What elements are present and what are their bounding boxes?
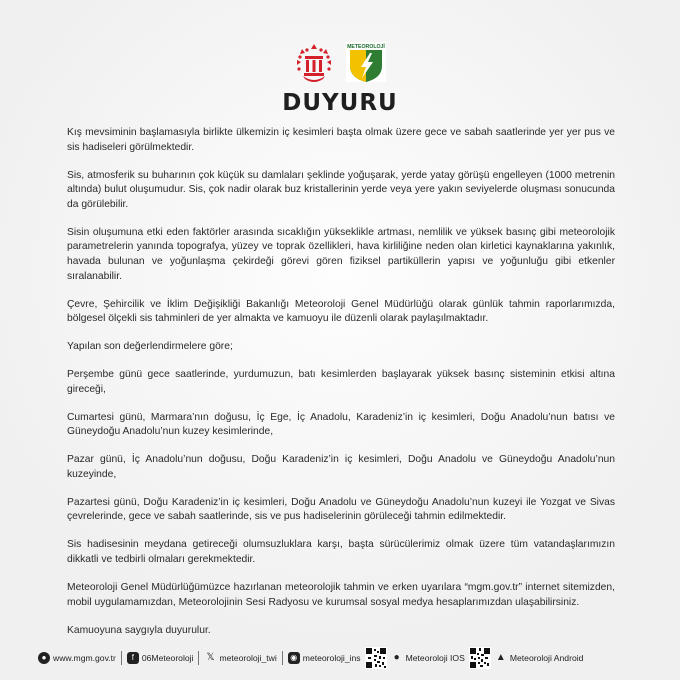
ios-qr-code[interactable] <box>365 647 387 669</box>
paragraph: Meteoroloji Genel Müdürlüğümüzce hazırlanan meteorolojik tahmin ve erken uyarılara “mgm.gov.tr” internet sitemizden, mobil uygulamamızdan, Meteorolojinin Sesi Radyosu ve kurumsal sosyal medya hesaplarımızdan ulaşabilirsiniz. <box>67 581 615 608</box>
meteoroloji-logo <box>344 40 388 84</box>
paragraph: Yapılan son değerlendirmelere göre; <box>67 341 233 353</box>
footer-divider <box>121 651 122 665</box>
page-title: DUYURU <box>282 90 398 116</box>
paragraph: Perşembe günü gece saatlerinde, yurdumuzun, batı kesimlerden başlayarak yüksek basınç sisteminin etkisi altına gireceği, <box>67 369 615 395</box>
paragraph: Sis, atmosferik su buharının çok küçük su damlaları şeklinde yoğuşarak, yerde yatay görüşü engelleyen (1000 metrenin altında) bulut oluşumudur. Sis, çok nadir olarak buz kristallerinin yerde veya yere yakın seviyelerde oluşması sonucunda da görülebilir. <box>67 169 615 210</box>
footer-android-label: Meteoroloji Android <box>509 653 584 663</box>
paragraph: Kış mevsiminin başlamasıyla birlikte ülkemizin iç kesimleri başta olmak üzere gece ve sabah saatlerinde yer yer pus ve sis hadiseleri görülmektedir. <box>67 127 615 153</box>
facebook-icon: f <box>127 652 139 664</box>
footer-instagram-link[interactable] <box>288 652 361 664</box>
paragraph: Cumartesi günü, Marmara’nın doğusu, İç Ege, İç Anadolu, Karadeniz’in iç kesimleri, Doğu Anadolu’nun batısı ve Güneydoğu Anadolu’nun kuzey kesimlerinde, <box>67 411 615 438</box>
globe-icon: ● <box>38 652 50 664</box>
footer-website-label: www.mgm.gov.tr <box>53 653 116 663</box>
meteoroloji-logo-text: METEOROLOJİ <box>347 44 385 50</box>
closing-paragraph: Kamuoyuna saygıyla duyurulur. <box>67 624 211 636</box>
footer-x-label: meteoroloji_twi <box>219 653 277 663</box>
footer-website-link[interactable] <box>38 652 116 664</box>
instagram-icon: ◉ <box>288 652 300 664</box>
footer-divider <box>198 651 199 665</box>
android-icon: ▲ <box>495 652 506 663</box>
logo-row <box>0 40 680 84</box>
android-qr-code[interactable] <box>469 647 491 669</box>
apple-icon: ● <box>393 652 400 663</box>
footer-ios-label: Meteoroloji IOS <box>405 653 465 663</box>
footer-android-link[interactable] <box>495 652 584 664</box>
footer-divider <box>282 651 283 665</box>
footer-x-link[interactable] <box>204 652 276 664</box>
paragraph: Pazar günü, İç Anadolu’nun doğusu, Doğu Karadeniz’in iç kesimleri, Doğu Anadolu ve Güneydoğu Anadolu’nun kuzeyinde, <box>67 454 615 480</box>
footer-ios-link[interactable] <box>391 652 465 664</box>
footer-contact-bar <box>38 646 644 670</box>
footer-facebook-label: 06Meteoroloji <box>141 653 194 663</box>
footer-facebook-link[interactable] <box>127 652 194 664</box>
government-emblem-logo <box>292 40 336 84</box>
footer-instagram-label: meteoroloji_ins <box>302 653 361 663</box>
paragraph: Sisin oluşumuna etki eden faktörler arasında sıcaklığın yükseklikle artması, nemlilik ve yüksek basınç gibi meteorolojik parametrelerin yanında topografya, yüzey ve toprak özellikleri, hava kirliliğine neden olan kirletici kaynaklarına yakınlık, havada bulunan ve yoğunlaşma çekirdeği görevi gören fiziksel partiküllerin yapısı ve yoğunluğu gibi etkenler sıralanabilir. <box>67 226 615 282</box>
x-icon: 𝕏 <box>206 652 215 663</box>
paragraph: Sis hadisesinin meydana getireceği olumsuzluklara karşı, başta sürücülerimiz olmak üzere tüm vatandaşlarımızın dikkatli ve tedbirli olmaları gerekmektedir. <box>67 539 615 565</box>
paragraph: Çevre, Şehircilik ve İklim Değişikliği Bakanlığı Meteoroloji Genel Müdürlüğü olarak günlük tahmin raporlarımızda, bölgesel ölçekli sis tahminleri de yer almakta ve kamuoyu ile düzenli olarak paylaşılmaktadır. <box>67 298 615 325</box>
announcement-body <box>67 126 615 638</box>
paragraph: Pazartesi günü, Doğu Karadeniz’in iç kesimleri, Doğu Anadolu ve Güneydoğu Anadolu’nun kuzeyi ile Yozgat ve Sivas çevrelerinde, gece ve sabah saatlerinde, sis ve pus hadiselerinin görüleceği tahmin edilmektedir. <box>67 496 615 523</box>
